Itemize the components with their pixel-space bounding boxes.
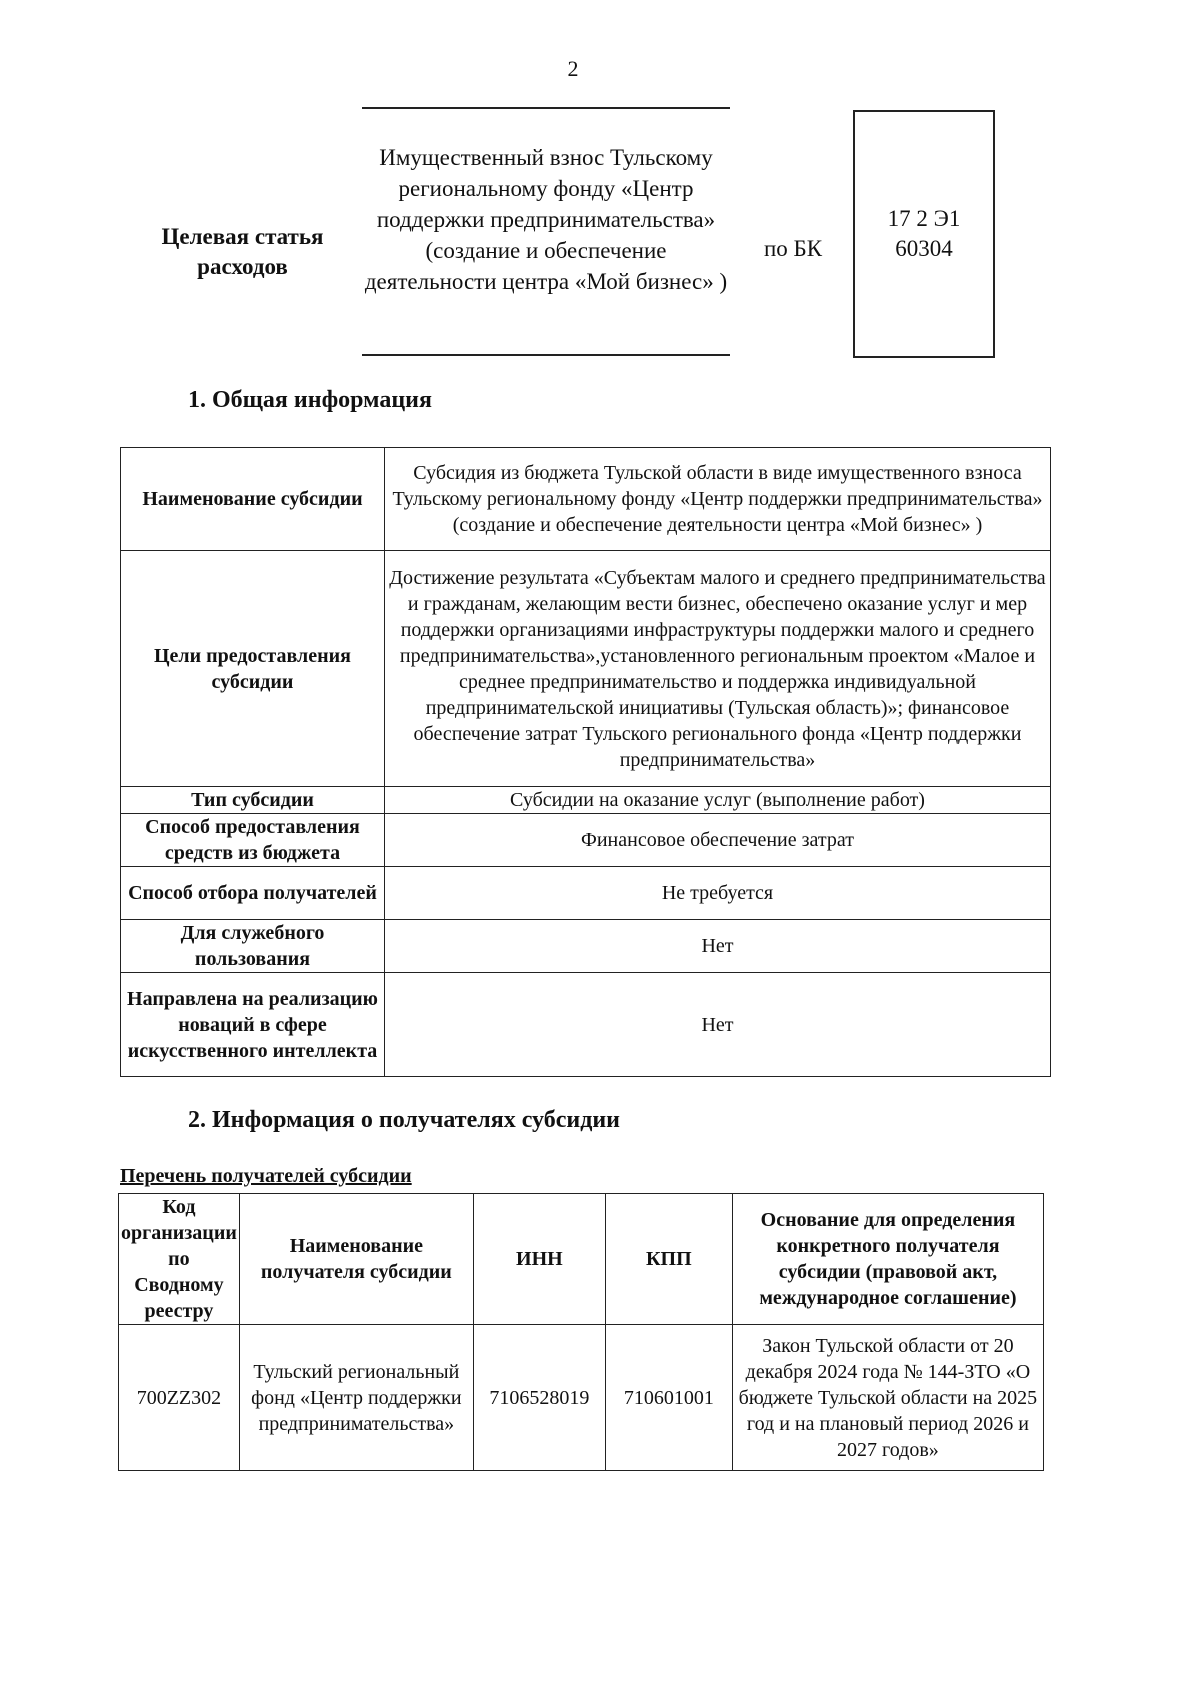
- col-header-basis: Основание для определения конкретного получателя субсидии (правовой акт, международное соглашение): [732, 1194, 1043, 1325]
- table-row: [121, 973, 1051, 1077]
- general-info-table: [120, 447, 1051, 1077]
- cell-inn: 7106528019: [473, 1325, 605, 1471]
- recipients-caption: Перечень получателей субсидии: [120, 1165, 412, 1187]
- page-number: 2: [567, 56, 579, 81]
- cell-kpp: 710601001: [605, 1325, 732, 1471]
- bk-label: по БК: [763, 236, 823, 261]
- cell-basis: Закон Тульской области от 20 декабря 2024 года № 144-ЗТО «О бюджете Тульской области на 2025 год и на плановый период 2026 и 2027 годов»: [732, 1325, 1043, 1471]
- row-value: Достижение результата «Субъектам малого и среднего предпринимательства и гражданам, желающим вести бизнес, обеспечено оказание услуг и мер поддержки организациями инфраструктуры поддержки малого и среднего предпринимательства»,установленного региональным проектом «Малое и среднее предпринимательство и поддержка индивидуальной предпринимательской инициативы (Тульская область)»; финансовое обеспечение затрат Тульского регионального фонда «Центр поддержки предпринимательства»: [385, 551, 1051, 787]
- bk-code-line2: 60304: [895, 236, 953, 261]
- table-row: [121, 867, 1051, 920]
- col-header-inn: ИНН: [473, 1194, 605, 1325]
- bk-code-line1: 17 2 Э1: [887, 206, 961, 231]
- recipients-table: [118, 1193, 1044, 1471]
- col-header-kpp: КПП: [605, 1194, 732, 1325]
- table-row: [121, 920, 1051, 973]
- section2-title: 2. Информация о получателях субсидии: [188, 1107, 620, 1133]
- row-label: Способ отбора получателей: [121, 867, 385, 920]
- target-article-label: Целевая статья расходов: [161, 224, 324, 279]
- bk-code-box: [853, 110, 995, 358]
- table-row: [121, 448, 1051, 551]
- row-value: Не требуется: [385, 867, 1051, 920]
- cell-name: Тульский региональный фонд «Центр поддержки предпринимательства»: [239, 1325, 473, 1471]
- table-row: [121, 787, 1051, 814]
- row-value: Нет: [385, 920, 1051, 973]
- col-header-name: Наименование получателя субсидии: [239, 1194, 473, 1325]
- cell-code: 700ZZ302: [119, 1325, 240, 1471]
- row-label: Тип субсидии: [121, 787, 385, 814]
- row-label: Наименование субсидии: [121, 448, 385, 551]
- row-label: Направлена на реализацию новаций в сфере искусственного интеллекта: [121, 973, 385, 1077]
- table-header-row: [119, 1194, 1044, 1325]
- target-article-name: Имущественный взнос Тульскому региональному фонду «Центр поддержки предпринимательства» (создание и обеспечение деятельности центра «Мой бизнес» ): [364, 145, 728, 294]
- table-row: [121, 814, 1051, 867]
- section1-title: 1. Общая информация: [188, 387, 432, 413]
- table-row: [119, 1325, 1044, 1471]
- row-value: Субсидия из бюджета Тульской области в виде имущественного взноса Тульскому региональному фонду «Центр поддержки предпринимательства» (создание и обеспечение деятельности центра «Мой бизнес» ): [385, 448, 1051, 551]
- row-value: Субсидии на оказание услуг (выполнение работ): [385, 787, 1051, 814]
- row-label: Цели предоставления субсидии: [121, 551, 385, 787]
- table-row: [121, 551, 1051, 787]
- row-value: Финансовое обеспечение затрат: [385, 814, 1051, 867]
- row-label: Для служебного пользования: [121, 920, 385, 973]
- col-header-code: Код организации по Сводному реестру: [119, 1194, 240, 1325]
- row-value: Нет: [385, 973, 1051, 1077]
- row-label: Способ предоставления средств из бюджета: [121, 814, 385, 867]
- divider: [362, 354, 730, 356]
- divider: [362, 107, 730, 109]
